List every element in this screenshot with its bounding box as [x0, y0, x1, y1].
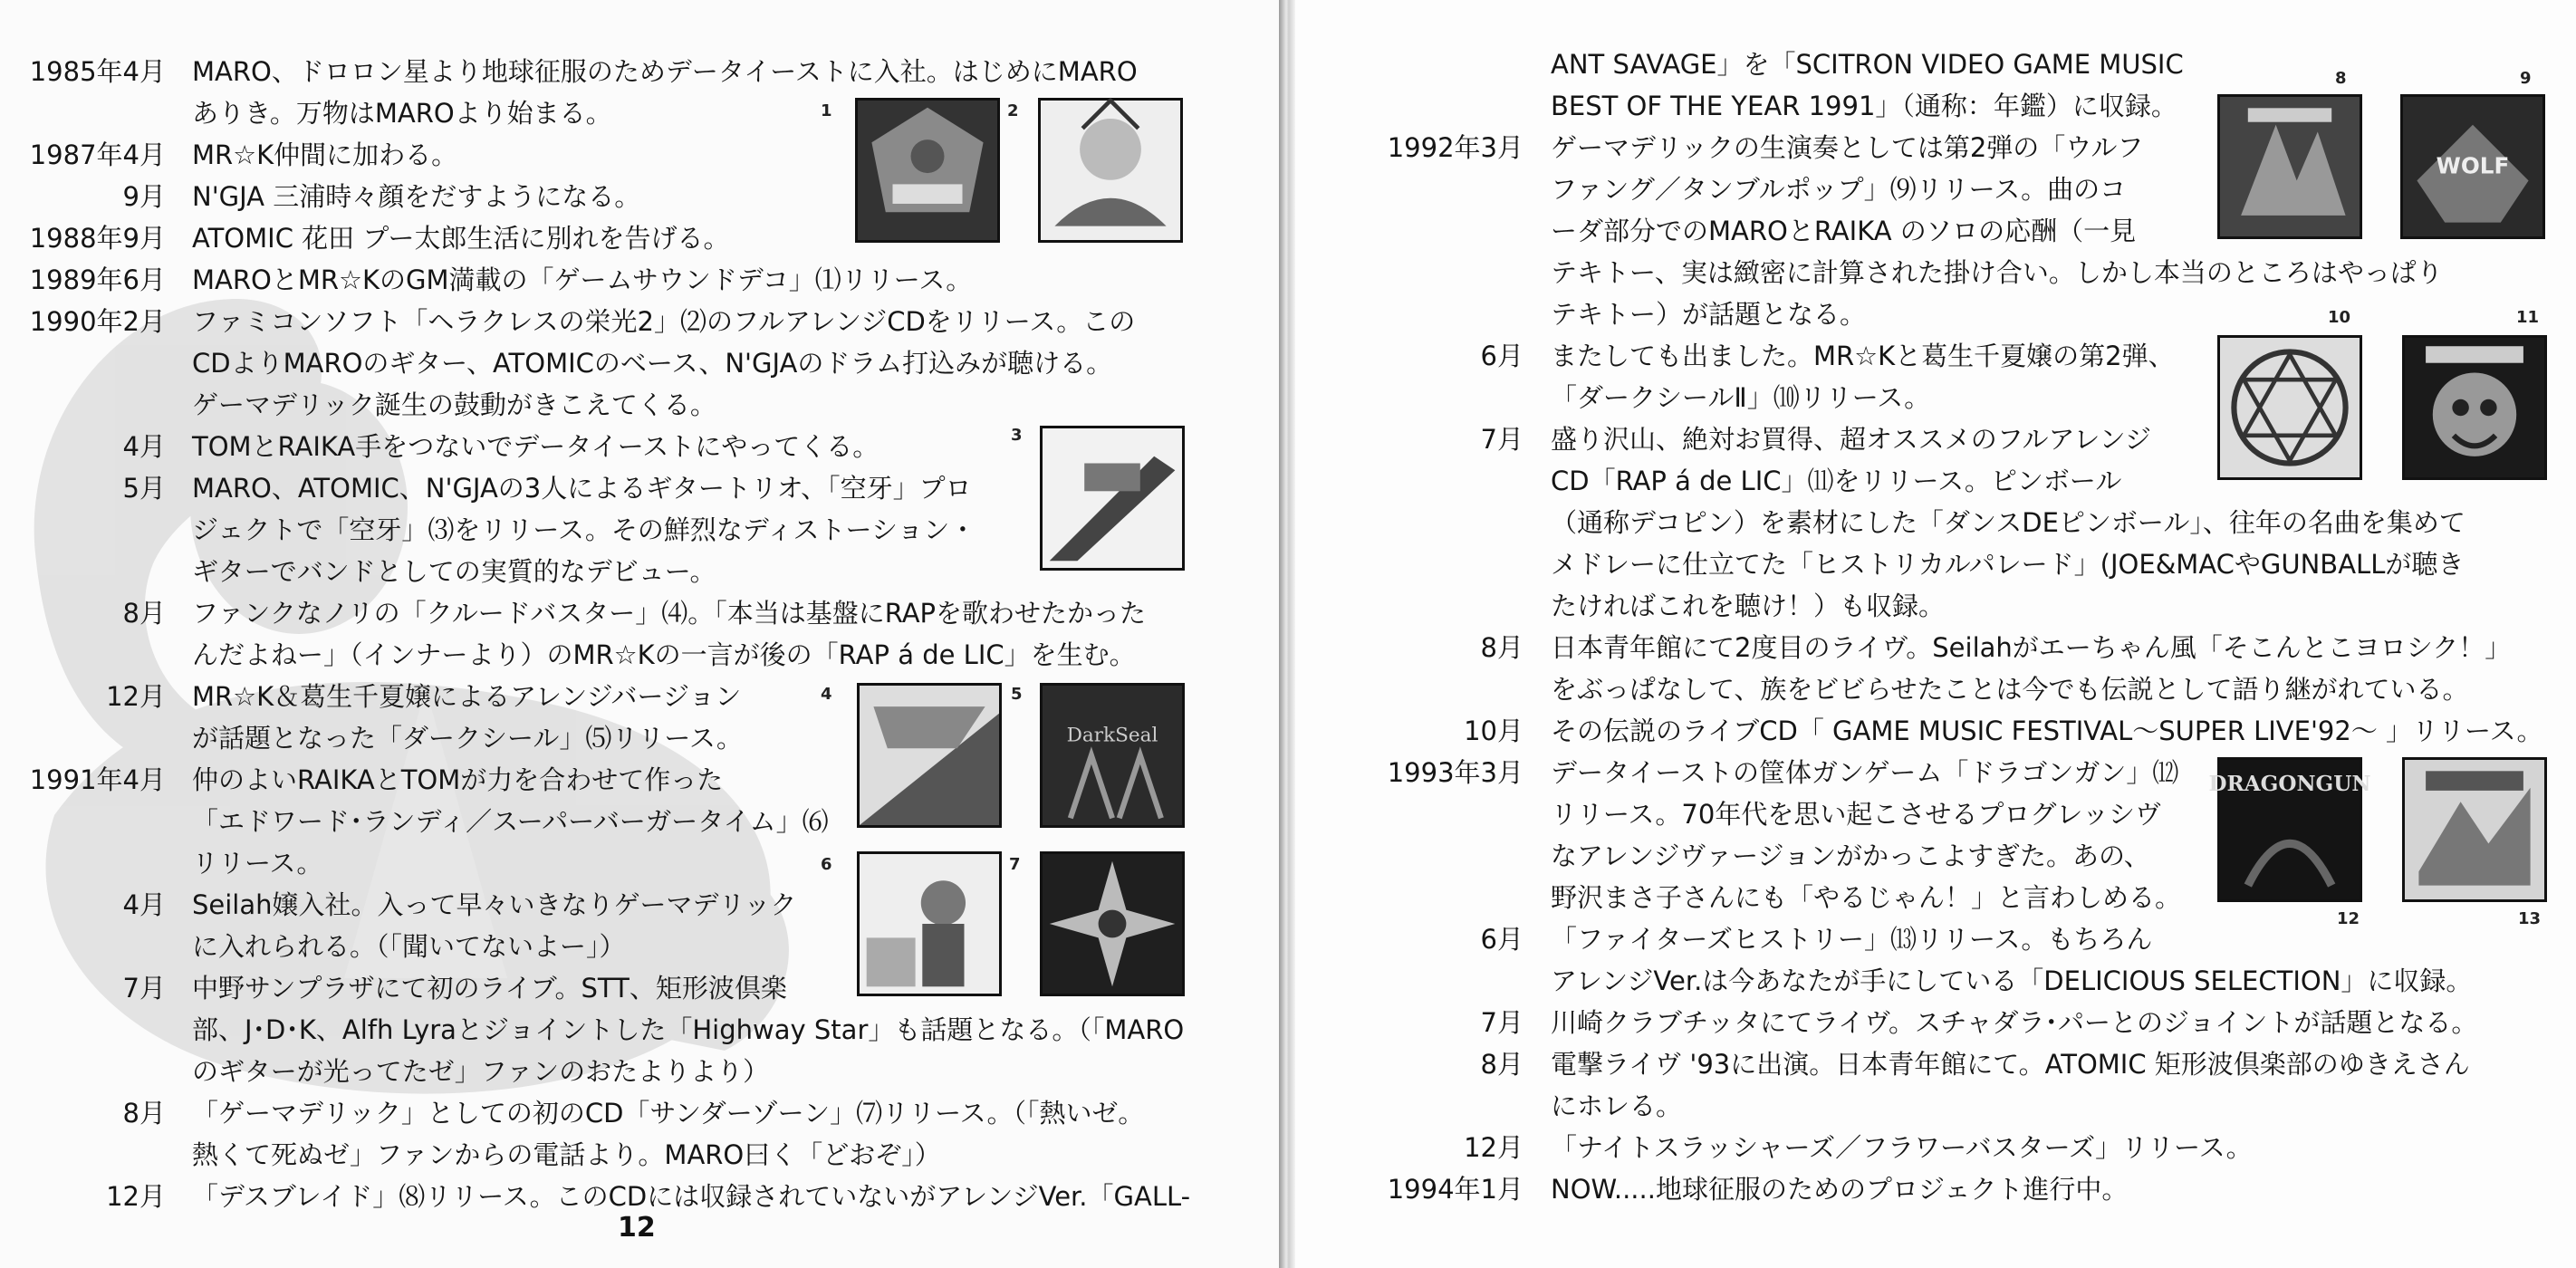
entry-text: データイーストの筐体ガンゲーム「ドラゴンガン」⑿ — [1551, 757, 2179, 788]
entry-text: MARO、ATOMIC、N'GJAの3人によるギタートリオ、「空牙」プロ — [192, 473, 972, 504]
book-gutter — [1279, 0, 1295, 1268]
entry-text: MAROとMR☆KのGM満載の「ゲームサウンドデコ」⑴リリース。 — [192, 264, 973, 295]
entry-text: 川崎クラブチッタにてライヴ。スチャダラ･パーとのジョイントが話題となる。 — [1551, 1007, 2478, 1038]
entry-text: ATOMIC 花田 プー太郎生活に別れを告げる。 — [192, 223, 730, 254]
entry-text: をぶっぱなして、族をビビらせたことは今でも伝説として語り継がれている。 — [1551, 674, 2469, 705]
entry-text: なアレンジヴァージョンがかっこよすぎた。あの、 — [1551, 841, 2150, 871]
entry-text: Seilah嬢入社。入って早々いきなりゲーマデリック — [192, 889, 797, 920]
entry-text: MARO、ドロロン星より地球征服のためデータイーストに入社。はじめにMARO — [192, 56, 1138, 87]
entry-date: 8月 — [1480, 632, 1523, 663]
entry-text: リリース。 — [192, 848, 323, 879]
entry-text: CD「RAP á de LIC」⑾をリリース。ピンボール — [1551, 466, 2122, 496]
entry-text: にホレる。 — [1551, 1090, 1683, 1121]
entry-text: MR☆K仲間に加わる。 — [192, 139, 458, 170]
entry-date: 12月 — [106, 681, 166, 712]
entry-date: 5月 — [122, 473, 166, 504]
entry-date: 6月 — [1480, 924, 1523, 955]
entry-date: 1994年1月 — [1387, 1174, 1523, 1205]
cd-cover-dark-seal-icon — [1040, 683, 1185, 828]
cover-number: 11 — [2516, 308, 2540, 327]
cover-number: 8 — [2335, 69, 2347, 88]
entry-date: 1993年3月 — [1387, 757, 1523, 788]
entry-date: 1987年4月 — [29, 139, 166, 170]
entry-text: ありき。万物はMAROより始まる。 — [192, 98, 612, 129]
cd-cover-death-brade-icon — [2217, 94, 2362, 239]
entry-text: 部、J･D･K、Alfh Lyraとジョイントした「Highway Star」も話題となる。（「MARO — [192, 1014, 1185, 1045]
right-page — [1295, 0, 2576, 1268]
page-number: 12 — [618, 1212, 656, 1244]
entry-text: んだよねー」（インナーより）のMR☆Kの一言が後の「RAP á de LIC」を生む。 — [192, 639, 1136, 670]
entry-date: 7月 — [1480, 424, 1523, 455]
cd-cover-edward-randy-icon — [857, 851, 1002, 996]
entry-text: ーダ部分でのMAROとRAIKA のソロの応酬（一見 — [1551, 216, 2137, 246]
entry-text: のギターが光ってたゼ」ファンのおたよりより） — [192, 1056, 770, 1087]
entry-text: 熱くて死ぬゼ」ファンからの電話より。MARO曰く「どおぞ」） — [192, 1139, 941, 1170]
entry-date: 7月 — [122, 973, 166, 1004]
cd-cover-fighters-history-icon — [2402, 757, 2547, 902]
cover-number: 12 — [2337, 909, 2360, 928]
cover-number: 10 — [2328, 308, 2351, 327]
entry-date: 1985年4月 — [29, 56, 166, 87]
cover-number: 5 — [1011, 685, 1023, 704]
entry-date: 7月 — [1480, 1007, 1523, 1038]
entry-text: （通称デコピン）を素材にした「ダンスDEピンボール」、往年の名曲を集めて — [1551, 507, 2465, 538]
entry-text: ジェクトで「空牙」⑶をリリース。その鮮烈なディストーション・ — [192, 514, 976, 545]
entry-text: メドレーに仕立てた「ヒストリカルパレード」(JOE&MACやGUNBALLが聴き — [1551, 549, 2465, 580]
entry-text: ANT SAVAGE」を「SCITRON VIDEO GAME MUSIC — [1551, 49, 2184, 80]
entry-text: テキトー）が話題となる。 — [1551, 299, 1867, 330]
cover-number: 1 — [821, 101, 832, 120]
cd-cover-crude-buster-icon — [857, 683, 1002, 828]
cd-cover-kuuga-icon — [1040, 426, 1185, 571]
entry-text: 「エドワード･ランディ／スーパーバーガータイム」⑹ — [192, 806, 829, 837]
entry-text: またしても出ました。MR☆Kと葛生千夏嬢の第2弾、 — [1551, 341, 2175, 371]
entry-text: N'GJA 三浦時々顔をだすようになる。 — [192, 181, 641, 212]
entry-date: 4月 — [122, 889, 166, 920]
entry-text: ギターでバンドとしての実質的なデビュー。 — [192, 556, 716, 587]
entry-text: 電撃ライヴ '93に出演。日本青年館にて。ATOMIC 矩形波倶楽部のゆきえさん — [1551, 1049, 2470, 1080]
entry-date: 1988年9月 — [29, 223, 166, 254]
entry-text: ゲーマデリック誕生の鼓動がきこえてくる。 — [192, 389, 716, 420]
cover-number: 7 — [1009, 855, 1021, 874]
entry-text: 「ナイトスラッシャーズ／フラワーバスターズ」リリース。 — [1551, 1132, 2253, 1163]
cd-cover-heracles-icon — [1038, 98, 1183, 243]
cd-cover-wolf-fang-icon — [2400, 94, 2545, 239]
entry-text: が話題となった「ダークシール」⑸リリース。 — [192, 723, 743, 754]
entry-date: 9月 — [122, 181, 166, 212]
entry-date: 12月 — [1464, 1132, 1523, 1163]
cover-number: 6 — [821, 855, 832, 874]
entry-date: 4月 — [122, 431, 166, 462]
cover-number: 13 — [2518, 909, 2542, 928]
entry-text: 中野サンプラザにて初のライブ。STT、矩形波倶楽 — [192, 973, 787, 1004]
entry-text: BEST OF THE YEAR 1991」（通称：年鑑）に収録。 — [1551, 91, 2177, 121]
svg-text:DarkSeal: DarkSeal — [1066, 724, 1158, 747]
entry-text: たければこれを聴け！）も収録。 — [1551, 591, 1946, 621]
entry-text: ゲーマデリックの生演奏としては第2弾の「ウルフ — [1551, 132, 2144, 163]
entry-text: ファミコンソフト「ヘラクレスの栄光2」⑵のフルアレンジCDをリリース。この — [192, 306, 1136, 337]
entry-text: NOW.....地球征服のためのプロジェクト進行中。 — [1551, 1174, 2129, 1205]
entry-date: 1992年3月 — [1387, 132, 1523, 163]
entry-date: 1991年4月 — [29, 764, 166, 795]
cover-number: 4 — [821, 685, 832, 704]
entry-text: 盛り沢山、絶対お買得、超オススメのフルアレンジ — [1551, 424, 2151, 455]
entry-date: 8月 — [1480, 1049, 1523, 1080]
svg-text:WOLF: WOLF — [2436, 152, 2510, 179]
cover-number: 9 — [2520, 69, 2532, 88]
entry-text: 「ゲーマデリック」としての初のCD「サンダーゾーン」⑺リリース。（「熱いゼ。 — [192, 1098, 1145, 1129]
entry-date: 6月 — [1480, 341, 1523, 371]
cd-cover-game-sound-deco-icon — [855, 98, 1000, 243]
entry-text: に入れられる。（「聞いてないよー」） — [192, 931, 626, 962]
left-page — [0, 0, 1279, 1268]
entry-date: 10月 — [1464, 716, 1523, 746]
entry-date: 8月 — [122, 598, 166, 629]
entry-text: テキトー、実は緻密に計算された掛け合い。しかし本当のところはやっぱり — [1551, 257, 2443, 288]
entry-text: 仲のよいRAIKAとTOMが力を合わせて作った — [192, 764, 724, 795]
cd-cover-dragongun-icon — [2208, 757, 2371, 902]
entry-text: 野沢まさ子さんにも「やるじゃん！」と言わしめる。 — [1551, 882, 2182, 913]
entry-date: 1989年6月 — [29, 264, 166, 295]
entry-text: 「ファイターズヒストリー」⒀リリース。もちろん — [1551, 924, 2153, 955]
entry-date: 12月 — [106, 1181, 166, 1212]
entry-text: 「ダークシールⅡ」⑽リリース。 — [1551, 382, 1931, 413]
entry-text: ファング／タンブルポップ」⑼リリース。曲のコ — [1551, 174, 2127, 205]
svg-text:DRAGONGUN: DRAGONGUN — [2208, 771, 2371, 796]
entry-text: TOMとRAIKA手をつないでデータイーストにやってくる。 — [192, 431, 879, 462]
entry-text: その伝説のライブCD「 GAME MUSIC FESTIVAL〜SUPER LIVE'92〜 」リリース。 — [1551, 716, 2543, 746]
cd-cover-dark-seal-2-icon — [2217, 335, 2362, 480]
entry-date: 1990年2月 — [29, 306, 166, 337]
entry-text: 日本青年館にて2度目のライヴ。Seilahがエーちゃん風「そこんとこヨロシク！」 — [1551, 632, 2512, 663]
entry-text: CDよりMAROのギター、ATOMICのベース、N'GJAのドラム打込みが聴ける。 — [192, 348, 1113, 379]
cover-number: 2 — [1007, 101, 1019, 120]
entry-text: アレンジVer.は今あなたが手にしている「DELICIOUS SELECTION」に収録。 — [1551, 965, 2473, 996]
entry-text: 「デスブレイド」⑻リリース。このCDには収録されていないがアレンジVer.「GALL- — [192, 1181, 1191, 1212]
cd-cover-thunder-zone-icon — [1040, 851, 1185, 996]
entry-date: 8月 — [122, 1098, 166, 1129]
entry-text: MR☆K＆葛生千夏嬢によるアレンジバージョン — [192, 681, 742, 712]
entry-text: ファンクなノリの「クルードバスター」⑷。「本当は基盤にRAPを歌わせたかった — [192, 598, 1147, 629]
entry-text: リリース。70年代を思い起こさせるプログレッシヴ — [1551, 799, 2162, 830]
cd-cover-rap-a-de-lic-icon — [2402, 335, 2547, 480]
cover-number: 3 — [1011, 426, 1023, 445]
